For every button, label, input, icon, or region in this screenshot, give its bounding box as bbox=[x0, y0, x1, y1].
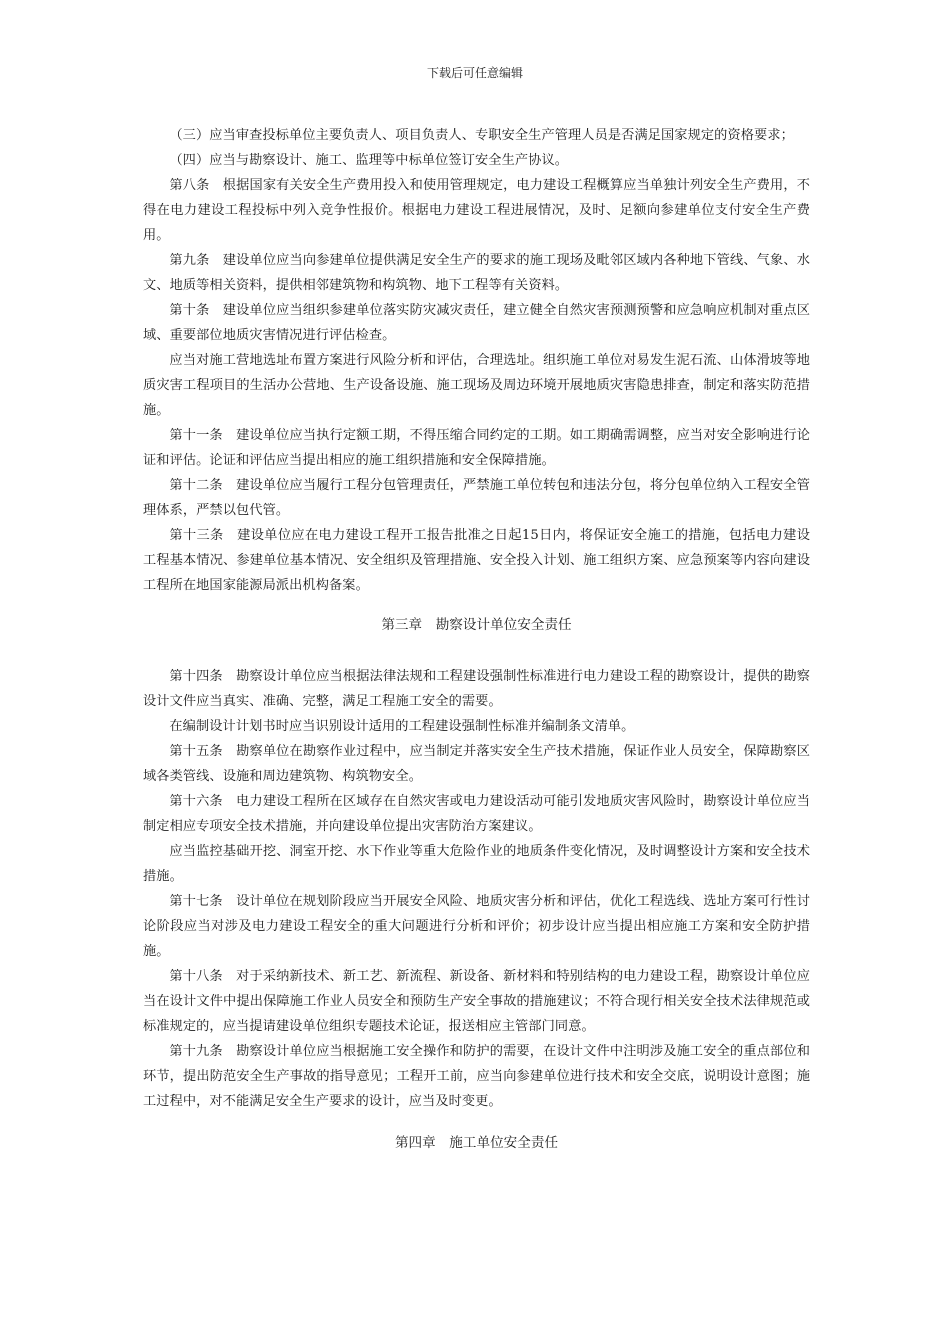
article-8: 第八条 根据国家有关安全生产费用投入和使用管理规定，电力建设工程概算应当单独计列安全生产费用，不得在电力建设工程投标中列入竞争性报价。根据电力建设工程进展情况，及时、足额向参建单位支付安全生产费用。 bbox=[143, 178, 810, 243]
article-9: 第九条 建设单位应当向参建单位提供满足安全生产的要求的施工现场及毗邻区域内各种地下管线、气象、水文、地质等相关资料，提供相邻建筑物和构筑物、地下工程等有关资料。 bbox=[143, 253, 810, 293]
paragraph-requirement-3: （三）应当审查投标单位主要负责人、项目负责人、专职安全生产管理人员是否满足国家规定的资格要求； bbox=[169, 128, 794, 143]
article-16-continued: 应当监控基础开挖、洞室开挖、水下作业等重大危险作业的地质条件变化情况，及时调整设计方案和安全技术措施。 bbox=[143, 844, 810, 884]
article-10: 第十条 建设单位应当组织参建单位落实防灾减灾责任，建立健全自然灾害预测预警和应急响应机制对重点区域、重要部位地质灾害情况进行评估检查。 bbox=[143, 303, 810, 343]
spacer bbox=[143, 638, 810, 664]
article-16: 第十六条 电力建设工程所在区域存在自然灾害或电力建设活动可能引发地质灾害风险时，勘察设计单位应当制定相应专项安全技术措施，并向建设单位提出灾害防治方案建议。 bbox=[143, 794, 810, 834]
article-18: 第十八条 对于采纳新技术、新工艺、新流程、新设备、新材料和特别结构的电力建设工程，勘察设计单位应当在设计文件中提出保障施工作业人员安全和预防生产安全事故的措施建议；不符合现行相关安全技术法律规范或标准规定的，应当提请建设单位组织专题技术论证，报送相应主管部门同意。 bbox=[143, 969, 810, 1034]
article-19: 第十九条 勘察设计单位应当根据施工安全操作和防护的需要，在设计文件中注明涉及施工安全的重点部位和环节，提出防范安全生产事故的指导意见；工程开工前，应当向参建单位进行技术和安全交底，说明设计意图；施工过程中，对不能满足安全生产要求的设计，应当及时变更。 bbox=[143, 1044, 810, 1109]
article-14-continued: 在编制设计计划书时应当识别设计适用的工程建设强制性标准并编制条文清单。 bbox=[169, 719, 635, 734]
chapter-4-title: 第四章 施工单位安全责任 bbox=[394, 1135, 559, 1151]
article-12: 第十二条 建设单位应当履行工程分包管理责任，严禁施工单位转包和违法分包，将分包单位纳入工程安全管理体系，严禁以包代管。 bbox=[143, 478, 810, 518]
article-14: 第十四条 勘察设计单位应当根据法律法规和工程建设强制性标准进行电力建设工程的勘察设计，提供的勘察设计文件应当真实、准确、完整，满足工程施工安全的需要。 bbox=[143, 669, 810, 709]
article-17: 第十七条 设计单位在规划阶段应当开展安全风险、地质灾害分析和评估，优化工程选线、选址方案可行性讨论阶段应当对涉及电力建设工程安全的重大问题进行分析和评价；初步设计应当提出相应施工方案和安全防护措施。 bbox=[143, 894, 810, 959]
article-10-continued: 应当对施工营地选址布置方案进行风险分析和评估，合理选址。组织施工单位对易发生泥石流、山体滑坡等地质灾害工程项目的生活办公营地、生产设备设施、施工现场及周边环境开展地质灾害隐患排查，制定和落实防范措施。 bbox=[143, 353, 810, 418]
article-13: 第十三条 建设单位应在电力建设工程开工报告批准之日起15日内，将保证安全施工的措施，包括电力建设工程基本情况、参建单位基本情况、安全组织及管理措施、安全投入计划、施工组织方案、应急预案等内容向建设工程所在地国家能源局派出机构备案。 bbox=[143, 528, 810, 593]
article-15: 第十五条 勘察单位在勘察作业过程中，应当制定并落实安全生产技术措施，保证作业人员安全，保障勘察区域各类管线、设施和周边建筑物、构筑物安全。 bbox=[143, 744, 810, 784]
spacer bbox=[143, 1114, 810, 1131]
document-body bbox=[143, 123, 810, 1156]
paragraph-requirement-4: （四）应当与勘察设计、施工、监理等中标单位签订安全生产协议。 bbox=[169, 153, 569, 168]
chapter-3-title: 第三章 勘察设计单位安全责任 bbox=[381, 617, 572, 633]
spacer bbox=[143, 598, 810, 613]
article-11: 第十一条 建设单位应当执行定额工期，不得压缩合同约定的工期。如工期确需调整，应当对安全影响进行论证和评估。论证和评估应当提出相应的施工组织措施和安全保障措施。 bbox=[143, 428, 810, 468]
page-header: 下载后可任意编辑 bbox=[426, 66, 523, 80]
